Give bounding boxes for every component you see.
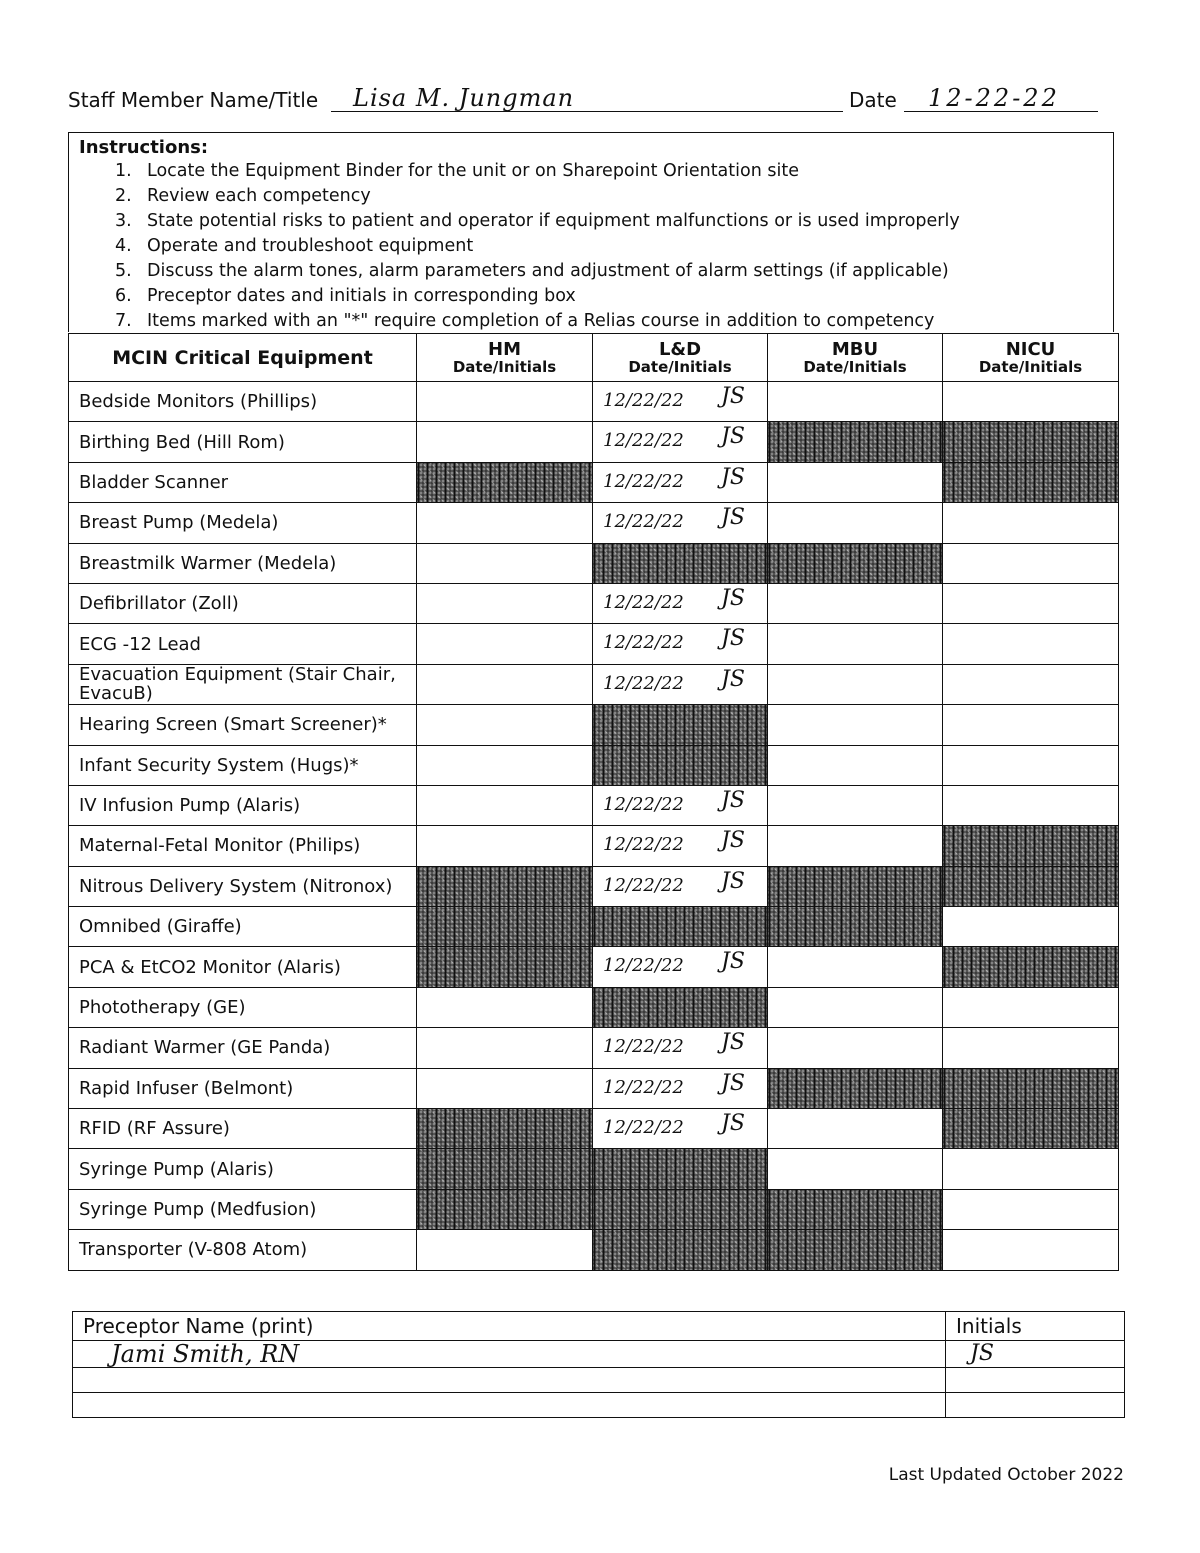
signoff-initials: JS: [721, 464, 745, 490]
dept-name: L&D: [658, 338, 702, 360]
instruction-number: 4.: [115, 236, 132, 256]
blank-cell: [768, 785, 943, 825]
equipment-name: Syringe Pump (Alaris): [69, 1149, 417, 1189]
preceptor-initials-label: Initials: [946, 1312, 1125, 1341]
equipment-row: [69, 826, 1119, 866]
instruction-item: [115, 259, 960, 284]
last-updated-footer: Last Updated October 2022: [888, 1465, 1124, 1485]
dept-name: NICU: [1005, 338, 1056, 360]
blank-cell: [417, 826, 593, 866]
equipment-row: [69, 907, 1119, 947]
equipment-row: [69, 987, 1119, 1027]
shaded-cell: [943, 462, 1119, 502]
instruction-text: Preceptor dates and initials in corresponding box: [147, 286, 576, 306]
equipment-row: [69, 382, 1119, 422]
instruction-number: 1.: [115, 161, 132, 181]
equipment-name: Birthing Bed (Hill Rom): [69, 422, 417, 462]
preceptor-name: Jami Smith, RN: [73, 1341, 946, 1368]
blank-cell: [768, 745, 943, 785]
signed-cell: [593, 503, 768, 543]
blank-cell: [768, 382, 943, 422]
preceptor-header-row: [73, 1312, 1125, 1341]
equipment-name: Syringe Pump (Medfusion): [69, 1189, 417, 1229]
signed-cell: [593, 664, 768, 704]
signoff-initials: JS: [721, 666, 745, 692]
blank-cell: [417, 583, 593, 623]
staff-header: [68, 80, 1118, 116]
signoff-initials: JS: [721, 585, 745, 611]
blank-cell: [768, 947, 943, 987]
blank-cell: [943, 624, 1119, 664]
signoff-date: 12/22/22: [603, 1117, 684, 1139]
signed-cell: [593, 1028, 768, 1068]
equipment-name: Bedside Monitors (Phillips): [69, 382, 417, 422]
signed-cell: [593, 1068, 768, 1108]
signoff-date: 12/22/22: [603, 632, 684, 654]
signoff-date: 12/22/22: [603, 874, 684, 896]
blank-cell: [417, 624, 593, 664]
shaded-cell: [593, 745, 768, 785]
blank-cell: [417, 382, 593, 422]
blank-cell: [943, 1230, 1119, 1270]
instruction-number: 6.: [115, 286, 132, 306]
signoff-initials: JS: [721, 384, 745, 409]
equipment-name: Infant Security System (Hugs)*: [69, 745, 417, 785]
blank-cell: [417, 987, 593, 1027]
shaded-cell: [943, 947, 1119, 987]
equipment-name: PCA & EtCO2 Monitor (Alaris): [69, 947, 417, 987]
equipment-table-header: [69, 334, 1119, 382]
signed-cell: [593, 422, 768, 462]
blank-cell: [417, 503, 593, 543]
equipment-name: Radiant Warmer (GE Panda): [69, 1028, 417, 1068]
equipment-row: [69, 1068, 1119, 1108]
blank-cell: [943, 785, 1119, 825]
dept-subheader: Date/Initials: [803, 357, 907, 376]
equipment-row: [69, 503, 1119, 543]
equipment-row: [69, 583, 1119, 623]
instructions-box: [68, 132, 1114, 332]
blank-cell: [943, 1028, 1119, 1068]
equipment-name: Breastmilk Warmer (Medela): [69, 543, 417, 583]
blank-cell: [768, 624, 943, 664]
shaded-cell: [417, 1149, 593, 1189]
equipment-row: [69, 1230, 1119, 1270]
column-header-nicu: [943, 334, 1119, 382]
instruction-item: [115, 234, 960, 259]
column-header-ld: [593, 334, 768, 382]
preceptor-initials: [946, 1393, 1125, 1418]
dept-subheader: Date/Initials: [628, 357, 732, 376]
blank-cell: [768, 583, 943, 623]
signoff-initials: JS: [721, 828, 745, 854]
preceptor-initials: [946, 1368, 1125, 1393]
equipment-name: Phototherapy (GE): [69, 987, 417, 1027]
shaded-cell: [417, 1189, 593, 1229]
blank-cell: [768, 1028, 943, 1068]
blank-cell: [768, 987, 943, 1027]
column-header-equipment: MCIN Critical Equipment: [69, 334, 417, 382]
blank-cell: [417, 1068, 593, 1108]
equipment-row: [69, 624, 1119, 664]
equipment-name: Maternal-Fetal Monitor (Philips): [69, 826, 417, 866]
shaded-cell: [593, 1149, 768, 1189]
blank-cell: [417, 543, 593, 583]
equipment-row: [69, 1109, 1119, 1149]
signed-cell: [593, 866, 768, 906]
signoff-date: 12/22/22: [603, 793, 684, 815]
equipment-row: [69, 1028, 1119, 1068]
blank-cell: [417, 745, 593, 785]
blank-cell: [768, 1149, 943, 1189]
equipment-row: [69, 785, 1119, 825]
signoff-date: 12/22/22: [603, 470, 684, 492]
signed-cell: [593, 785, 768, 825]
signoff-date: 12/22/22: [603, 955, 684, 977]
blank-cell: [768, 826, 943, 866]
instruction-item: [115, 159, 960, 184]
signed-cell: [593, 624, 768, 664]
signoff-initials: JS: [721, 1070, 745, 1096]
equipment-row: [69, 543, 1119, 583]
equipment-name: ECG -12 Lead: [69, 624, 417, 664]
blank-cell: [768, 664, 943, 704]
equipment-name: Omnibed (Giraffe): [69, 907, 417, 947]
signed-cell: [593, 382, 768, 422]
blank-cell: [943, 382, 1119, 422]
equipment-name: Breast Pump (Medela): [69, 503, 417, 543]
instructions-list: [115, 159, 960, 334]
blank-cell: [417, 705, 593, 745]
dept-name: MBU: [831, 338, 879, 360]
equipment-name: IV Infusion Pump (Alaris): [69, 785, 417, 825]
staff-name-label: Staff Member Name/Title: [68, 88, 319, 112]
shaded-cell: [768, 866, 943, 906]
shaded-cell: [593, 907, 768, 947]
signed-cell: [593, 826, 768, 866]
signoff-date: 12/22/22: [603, 390, 684, 411]
equipment-name: Rapid Infuser (Belmont): [69, 1068, 417, 1108]
blank-cell: [768, 503, 943, 543]
signoff-initials: JS: [721, 626, 745, 652]
instruction-number: 3.: [115, 211, 132, 231]
instruction-item: [115, 309, 960, 334]
blank-cell: [943, 745, 1119, 785]
blank-cell: [417, 785, 593, 825]
equipment-name: Bladder Scanner: [69, 462, 417, 502]
shaded-cell: [417, 947, 593, 987]
preceptor-name-label: Preceptor Name (print): [73, 1312, 946, 1341]
instruction-text: Locate the Equipment Binder for the unit or on Sharepoint Orientation site: [147, 161, 799, 181]
instruction-item: [115, 184, 960, 209]
signed-cell: [593, 947, 768, 987]
signoff-date: 12/22/22: [603, 1036, 684, 1058]
blank-cell: [768, 1109, 943, 1149]
equipment-table-body: [69, 382, 1119, 1271]
preceptor-table: [72, 1311, 1125, 1418]
signoff-date: 12/22/22: [603, 430, 684, 452]
blank-cell: [943, 543, 1119, 583]
dept-subheader: Date/Initials: [452, 357, 557, 376]
blank-cell: [943, 907, 1119, 947]
shaded-cell: [943, 866, 1119, 906]
signoff-initials: JS: [721, 868, 745, 894]
preceptor-row: [73, 1368, 1125, 1393]
equipment-name: Evacuation Equipment (Stair Chair, EvacuB): [69, 664, 417, 704]
shaded-cell: [593, 987, 768, 1027]
preceptor-initials: JS: [946, 1341, 1125, 1368]
instruction-text: State potential risks to patient and operator if equipment malfunctions or is used improperly: [147, 211, 960, 231]
shaded-cell: [593, 1189, 768, 1229]
dept-subheader: Date/Initials: [978, 357, 1083, 376]
signoff-date: 12/22/22: [603, 834, 684, 856]
shaded-cell: [768, 1230, 943, 1270]
shaded-cell: [417, 907, 593, 947]
instruction-text: Review each competency: [147, 186, 371, 206]
signed-cell: [593, 583, 768, 623]
staff-name-value: Lisa M. Jungman: [353, 84, 575, 112]
blank-cell: [417, 664, 593, 704]
blank-cell: [943, 1189, 1119, 1229]
equipment-row: [69, 1149, 1119, 1189]
equipment-row: [69, 462, 1119, 502]
date-value: 12-22-22: [928, 84, 1060, 112]
signoff-initials: JS: [721, 949, 745, 975]
preceptor-name: [73, 1393, 946, 1418]
shaded-cell: [943, 1068, 1119, 1108]
instruction-text: Discuss the alarm tones, alarm parameters and adjustment of alarm settings (if applicable): [147, 261, 949, 281]
instruction-text: Operate and troubleshoot equipment: [147, 236, 474, 256]
blank-cell: [943, 583, 1119, 623]
equipment-name: Transporter (V-808 Atom): [69, 1230, 417, 1270]
preceptor-name: [73, 1368, 946, 1393]
equipment-row: [69, 422, 1119, 462]
blank-cell: [943, 664, 1119, 704]
signed-cell: [593, 462, 768, 502]
preceptor-row: [73, 1341, 1125, 1368]
shaded-cell: [417, 462, 593, 502]
blank-cell: [417, 1028, 593, 1068]
signoff-initials: JS: [721, 787, 745, 813]
instruction-item: [115, 284, 960, 309]
signoff-date: 12/22/22: [603, 1076, 684, 1098]
instructions-title: Instructions:: [79, 137, 209, 158]
date-label: Date: [849, 88, 897, 112]
equipment-name: Nitrous Delivery System (Nitronox): [69, 866, 417, 906]
signoff-initials: JS: [721, 424, 745, 450]
equipment-row: [69, 947, 1119, 987]
signoff-initials: JS: [721, 505, 745, 531]
shaded-cell: [768, 422, 943, 462]
signoff-initials: JS: [721, 1111, 745, 1137]
shaded-cell: [593, 1230, 768, 1270]
dept-name: HM: [488, 338, 521, 360]
blank-cell: [943, 503, 1119, 543]
equipment-row: [69, 705, 1119, 745]
signoff-date: 12/22/22: [603, 511, 684, 533]
signed-cell: [593, 1109, 768, 1149]
blank-cell: [943, 987, 1119, 1027]
equipment-row: [69, 1189, 1119, 1229]
instruction-number: 2.: [115, 186, 132, 206]
shaded-cell: [417, 866, 593, 906]
shaded-cell: [943, 826, 1119, 866]
shaded-cell: [768, 1068, 943, 1108]
signoff-date: 12/22/22: [603, 672, 684, 694]
equipment-row: [69, 664, 1119, 704]
preceptor-row: [73, 1393, 1125, 1418]
shaded-cell: [768, 1189, 943, 1229]
shaded-cell: [768, 543, 943, 583]
equipment-name: Defibrillator (Zoll): [69, 583, 417, 623]
equipment-name: RFID (RF Assure): [69, 1109, 417, 1149]
instruction-text: Items marked with an "*" require completion of a Relias course in addition to competency: [147, 311, 935, 331]
equipment-name: Hearing Screen (Smart Screener)*: [69, 705, 417, 745]
blank-cell: [768, 462, 943, 502]
blank-cell: [943, 705, 1119, 745]
signoff-date: 12/22/22: [603, 591, 684, 613]
shaded-cell: [593, 705, 768, 745]
equipment-row: [69, 866, 1119, 906]
blank-cell: [417, 1230, 593, 1270]
shaded-cell: [768, 907, 943, 947]
instruction-number: 5.: [115, 261, 132, 281]
equipment-row: [69, 745, 1119, 785]
equipment-table: [68, 333, 1119, 1271]
signoff-initials: JS: [721, 1030, 745, 1056]
instruction-item: [115, 209, 960, 234]
blank-cell: [417, 422, 593, 462]
shaded-cell: [943, 422, 1119, 462]
blank-cell: [768, 705, 943, 745]
shaded-cell: [593, 543, 768, 583]
shaded-cell: [417, 1109, 593, 1149]
column-header-mbu: [768, 334, 943, 382]
instruction-number: 7.: [115, 311, 132, 331]
shaded-cell: [943, 1109, 1119, 1149]
column-header-hm: [417, 334, 593, 382]
blank-cell: [943, 1149, 1119, 1189]
